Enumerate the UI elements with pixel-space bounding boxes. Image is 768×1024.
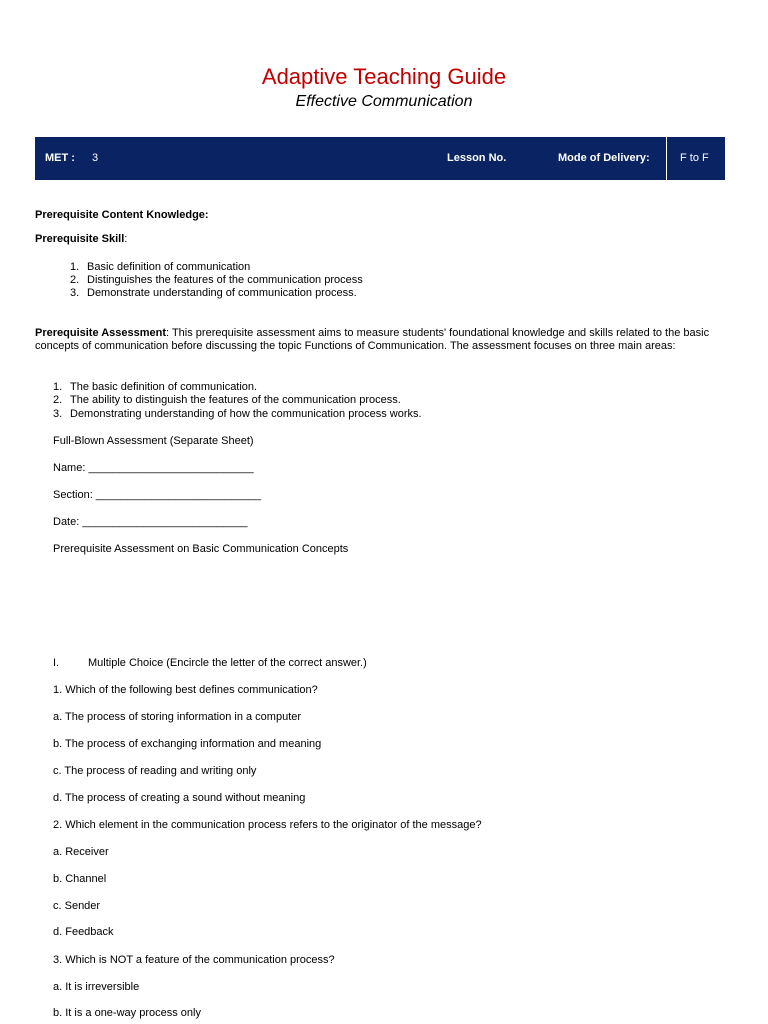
skill-item: 1. Basic definition of communication [70, 261, 251, 273]
area-item: 2. The ability to distinguish the features of the communication process. [53, 394, 401, 406]
prereq-content-label: Prerequisite Content Knowledge: [35, 209, 209, 221]
answer-option: d. The process of creating a sound without meaning [53, 792, 306, 804]
document-title: Adaptive Teaching Guide [261, 64, 507, 89]
answer-option: b. It is a one-way process only [53, 1007, 201, 1019]
part-numeral: I. [53, 657, 60, 669]
prereq-assessment-label: Prerequisite Assessment [35, 327, 167, 339]
prereq-assessment-text: : This prerequisite assessment aims to measure students' foundational knowledge and skills related to the basic concepts of communication before discussing the topic Functions of Communication. The assessment focuses on three main areas: [35, 327, 710, 352]
lesson-label: Lesson No. [447, 152, 507, 164]
question-3: 3. Which is NOT a feature of the communication process? [53, 954, 335, 966]
answer-option: d. Feedback [53, 926, 114, 938]
answer-option: a. The process of storing information in a computer [53, 711, 302, 723]
area-item: 1. The basic definition of communication. [53, 381, 258, 393]
bar-divider [666, 137, 667, 180]
met-label: MET : [45, 152, 75, 164]
answer-option: a. Receiver [53, 846, 109, 858]
met-value: 3 [92, 152, 99, 164]
section-line: Section: ___________________________ [53, 489, 261, 501]
answer-option: a. It is irreversible [53, 981, 140, 993]
document-subtitle: Effective Communication [295, 93, 473, 110]
answer-option: c. The process of reading and writing only [53, 765, 257, 777]
question-2: 2. Which element in the communication process refers to the originator of the message? [53, 819, 482, 831]
skill-item: 2. Distinguishes the features of the communication process [70, 274, 363, 286]
mode-of-delivery-value: F to F [680, 152, 709, 164]
question-1: 1. Which of the following best defines communication? [53, 684, 318, 696]
area-item: 3. Demonstrating understanding of how the communication process works. [53, 408, 422, 420]
prereq-assessment-paragraph [35, 327, 725, 353]
answer-option: c. Sender [53, 900, 101, 912]
info-bar [35, 137, 725, 180]
assessment-title: Prerequisite Assessment on Basic Communication Concepts [53, 543, 349, 555]
prereq-skill-colon: : [124, 233, 128, 245]
name-line: Name: ___________________________ [53, 462, 254, 474]
prereq-skill-label: Prerequisite Skill [35, 233, 125, 245]
answer-option: b. Channel [53, 873, 107, 885]
mode-of-delivery-label: Mode of Delivery: [558, 152, 650, 164]
skill-item: 3. Demonstrate understanding of communication process. [70, 287, 357, 299]
date-line: Date: ___________________________ [53, 516, 248, 528]
prereq-skill-heading [35, 233, 127, 246]
full-blown-assessment-note: Full-Blown Assessment (Separate Sheet) [53, 435, 254, 447]
part-title: Multiple Choice (Encircle the letter of the correct answer.) [88, 657, 367, 669]
answer-option: b. The process of exchanging information and meaning [53, 738, 322, 750]
